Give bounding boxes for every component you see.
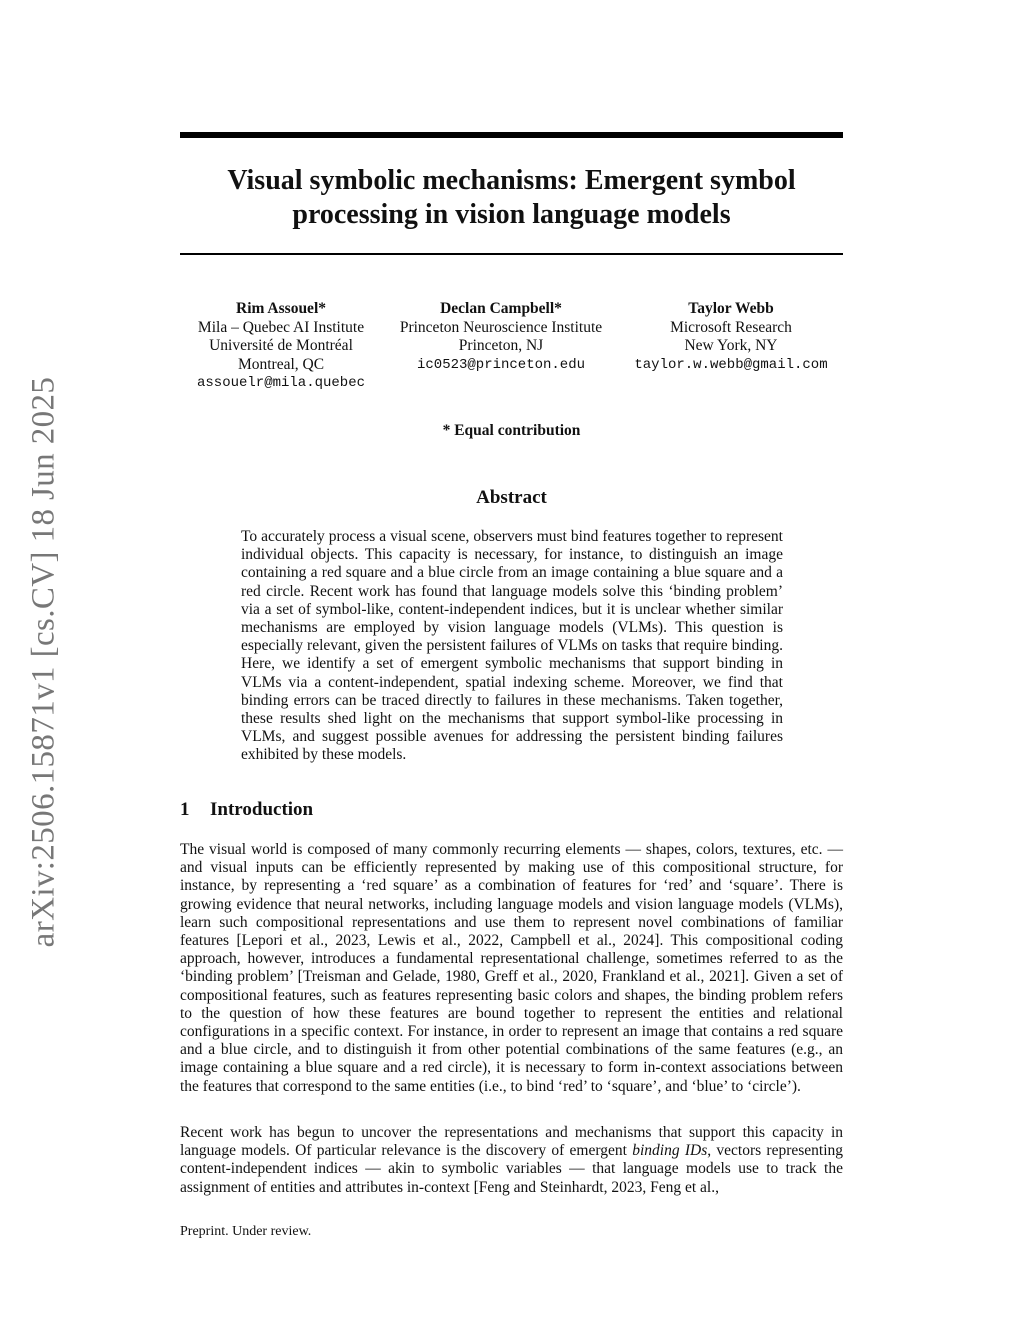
- footer-note: Preprint. Under review.: [180, 1224, 312, 1239]
- author-affiliation: Mila – Quebec AI Institute: [197, 318, 365, 336]
- author-block: [381, 300, 621, 374]
- section-heading: [180, 799, 313, 821]
- author-email: assouelr@mila.quebec: [196, 375, 366, 391]
- author-affiliation: Microsoft Research: [670, 318, 792, 336]
- author-block: [171, 300, 391, 393]
- author-name: Rim Assouel*: [236, 300, 326, 317]
- author-location: Princeton, NJ: [458, 337, 544, 354]
- author-block: [616, 300, 846, 374]
- author-affiliation: Université de Montréal: [209, 337, 353, 354]
- intro-paragraph: [180, 1124, 843, 1197]
- section-number: 1: [180, 799, 190, 820]
- abstract-text: To accurately process a visual scene, observers must bind features together to represent individual objects. This capacity is necessary, for instance, to distinguish an image containing a red square and a blue circle from an image containing a blue square and a red circle. Recent work has found that language models solve this ‘binding problem’ via a set of symbol-like, content-independent indices, but it is unclear whether similar mechanisms are employed by vision language models (VLMs). This question is especially relevant, given the persistent failures of VLMs on tasks that require binding. Here, we identify a set of emergent symbolic mechanisms that support binding in VLMs via a content-independent, spatial indexing scheme. Moreover, we find that binding errors can be traced directly to failures in these mechanisms. Taken together, these results shed light on the mechanisms that support symbol-like processing in VLMs, and suggest possible avenues for addressing the persistent binding failures exhibited by these models.: [241, 528, 783, 764]
- paper-title: Visual symbolic mechanisms: Emergent symbol processing in vision language models: [227, 165, 796, 230]
- author-name: Taylor Webb: [688, 300, 774, 317]
- arxiv-identifier: arXiv:2506.15871v1 [cs.CV] 18 Jun 2025: [25, 376, 62, 948]
- title-top-rule: [180, 132, 843, 138]
- author-email: ic0523@princeton.edu: [416, 356, 586, 373]
- author-location: New York, NY: [684, 337, 778, 354]
- emphasized-term: binding IDs: [632, 1142, 708, 1160]
- intro-paragraph: The visual world is composed of many commonly recurring elements — shapes, colors, textures, etc. — and visual inputs can be efficiently represented by making use of this compositional structure, for instance, by representing a ‘red square’ as a combination of features for ‘red’ and ‘square’. There is growing evidence that neural networks, including language models and vision language models (VLMs), learn such compositional representations and use them to represent novel combinations of familiar features [Lepori et al., 2023, Lewis et al., 2022, Campbell et al., 2024]. This compositional coding approach, however, introduces a fundamental representational challenge, sometimes referred to as the ‘binding problem’ [Treisman and Gelade, 1980, Greff et al., 2020, Frankland et al., 2021]. Given a set of compositional features, such as features representing basic colors and shapes, the binding problem refers to the question of how these features are bound together to represent the entities and relational configurations in a specific context. For instance, in order to represent an image that contains a red square and a blue circle, and to distinguish it from other potential combinations of the same features (e.g., an image containing a blue square and a red circle), it is necessary to form in-context associations between the features that correspond to the same entities (i.e., to bind ‘red’ to ‘square’, and ‘blue’ to ‘circle’).: [180, 841, 843, 1095]
- abstract-heading: Abstract: [476, 487, 547, 508]
- title-bottom-rule: [180, 253, 843, 255]
- author-affiliation: Princeton Neuroscience Institute: [399, 318, 603, 336]
- equal-contribution-note: * Equal contribution: [442, 422, 581, 439]
- section-title: Introduction: [210, 799, 314, 820]
- paragraph-text: , vectors representing content-independent indices — akin to symbolic variables — that language models use to track the assignment of entities and attributes in-context [Feng and Steinhardt, 2023, Feng et al.,: [180, 1142, 844, 1196]
- paragraph-text: Recent work has begun to uncover the representations and mechanisms that support this capacity in language models. Of particular relevance is the discovery of emergent: [180, 1124, 843, 1160]
- author-email: taylor.w.webb@gmail.com: [634, 356, 828, 373]
- author-location: Montreal, QC: [237, 355, 325, 373]
- author-name: Declan Campbell*: [440, 300, 562, 317]
